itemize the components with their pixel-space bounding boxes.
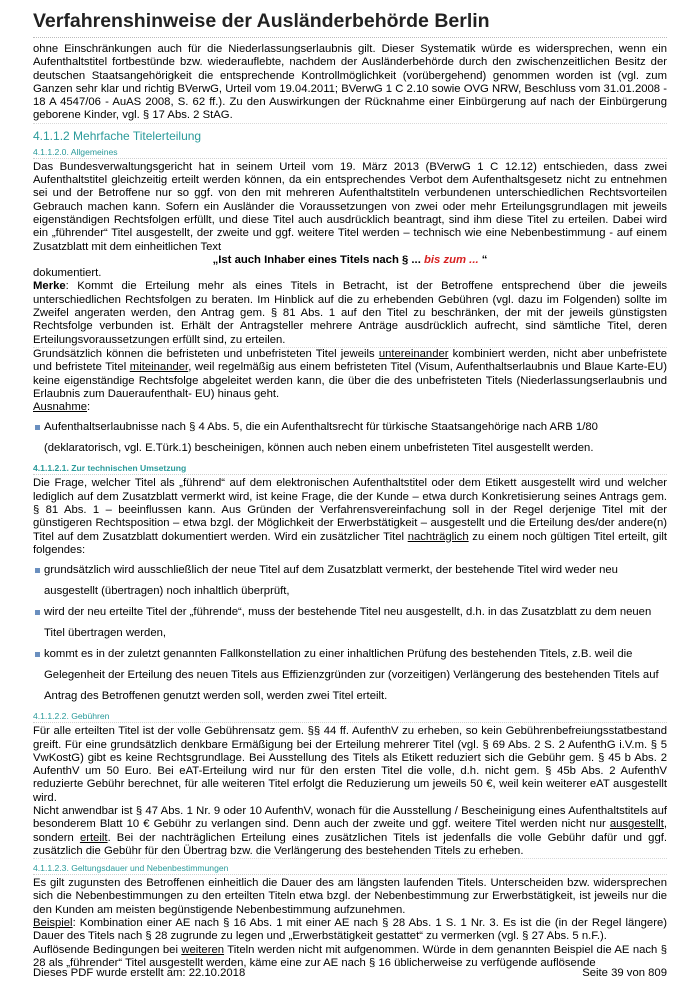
quote-text: „Ist auch Inhaber eines Titels nach § ... bis zum ... “ xyxy=(212,253,488,266)
footer-page-number: Seite 39 von 809 xyxy=(582,967,667,979)
document-title: Verfahrenshinweise der Ausländerbehörde Berlin xyxy=(33,10,667,38)
allgemeines-paragraph: Das Bundesverwaltungsgericht hat in seinem Urteil vom 19. März 2013 (BVerwG 1 C 12.12) entschieden, dass zwei Aufenthaltstitel gleichzeitig erteilt werden können, da ein entsprechendes Verbot dem Aufenthaltsgesetz nicht zu entnehmen sei und der Betroffene nur so ggf. von den mit mehreren Aufenthaltstiteln verbundenen unterschiedlichen Rechtsvorteilen Gebrauch machen kann. Sofern ein Ausländer die Voraussetzungen von zwei oder mehr Erteilungsgrundlagen mit jeweils eigenständigen Rechtsfolgen erfüllt, und diese Titel auch ausdrücklich beantragt, sind ihm diese Titel zu erteilen. Dabei wird ein „führender“ Titel ausgestellt, der zweite und ggf. weitere Titel werden – technisch wie eine Nebenbestimmung - auf einem Zusatzblatt mit dem einheitlichen Text xyxy=(33,160,667,253)
list-item: kommt es in der zuletzt genannten Fallkonstellation zu einer inhaltlichen Prüfung des bestehenden Titels, z.B. weil die Gelegenheit der Erteilung des neuen Titels aus Effizienzgründen zur (vorzeitigen) Verlängerung des bestehenden Titels auf Antrag des Betroffenen genutzt werden soll, werden zwei Titel erteilt. xyxy=(33,644,667,707)
grundsaetzlich-paragraph: Grundsätzlich können die befristeten und unbefristeten Titel jeweils untereinander kombiniert werden, nicht aber unbefristete und befristete Titel miteinander, weil regelmäßig aus einem befristeten Titel (Visum, Aufenthaltserlaubnis und Blaue Karte-EU) keine eigenständige Rechtsfolge abgeleitet werden kann, die über die des unbefristeten Titels (Niederlassungserlaubnis und Erlaubnis zum Daueraufenthalt- EU) hinaus geht. xyxy=(33,347,668,400)
bullet-icon xyxy=(35,652,40,657)
subsection-heading-geltung: 4.1.1.2.3. Geltungsdauer und Nebenbestimmungen xyxy=(33,863,667,875)
subsection-heading-technik: 4.1.1.2.1. Zur technischen Umsetzung xyxy=(33,463,667,475)
intro-paragraph: ohne Einschränkungen auch für die Niederlassungserlaubnis gilt. Dieser Systematik würde es widersprechen, wenn ein Aufenthaltstitel fortbestünde bzw. wiederauflebte, nachdem der Ausländerbehörde durch den zwischenzeitlichen Besitz der deutschen Staatsangehörigkeit die entsprechende Kontrollmöglichkeit (vorübergehend) genommen worden ist (vgl. zum Ganzen sehr klar und richtig BVerwG, Urteil vom 19.04.2011; BVerwG 1 C 2.10 sowie OVG NRW, Beschluss vom 31.01.2008 - 18 A 4547/06 - AuAS 2008, S. 62 ff.). Zu den Auswirkungen der Rücknahme einer Einbürgerung auf nach der Einbürgerung geborene Kinder, vgl. § 17 Abs. 2 StAG. xyxy=(33,43,667,124)
aufloesende-paragraph: Auflösende Bedingungen bei weiteren Titeln werden nicht mit aufgenommen. Würde in dem genannten Beispiel die AE nach § 28 als „führender“ Titel ausgestellt werden, käme eine zur AE nach § 16 üblicherweise zu verfügende auflösende xyxy=(33,943,667,969)
footer-created-date: Dieses PDF wurde erstellt am: 22.10.2018 xyxy=(33,967,246,979)
subsection-heading-allgemeines: 4.1.1.2.0. Allgemeines xyxy=(33,147,667,159)
list-item: grundsätzlich wird ausschließlich der neue Titel auf dem Zusatzblatt vermerkt, der bestehende Titel wird weder neu ausgestellt (übertragen) noch inhaltlich überprüft, xyxy=(33,560,667,602)
gebuehren-paragraph-1: Für alle erteilten Titel ist der volle Gebührensatz gem. §§ 44 ff. AufenthV zu erheben, so kein Gebührenbefreiungsstatbestand greift. Für eine grundsätzlich denkbare Ermäßigung bei der Erteilung mehrerer Titel (vgl. § 69 Abs. 2 S. 2 AufenthG i.V.m. § 5 VwKostG) gibt es keine Rechtsgrundlage. Bei Ausstellung des Titels als Etikett reduziert sich die Gebühr gem. § 45 b Abs. 2 AufenthV um 50 Euro. Bei eAT-Erteilung wird nur für den ersten Titel die volle, d.h. nicht gem. § 45b Abs. 2 AufenthV reduzierte Gebühr berechnet, für alle weiteren Titel erfolgt die Reduzierung um jeweils 50 €, weil kein weiterer eAT ausgestellt wird. xyxy=(33,725,667,804)
ausnahme-list xyxy=(33,417,667,459)
bullet-icon xyxy=(35,610,40,615)
beispiel-paragraph: Beispiel: Kombination einer AE nach § 16 Abs. 1 mit einer AE nach § 28 Abs. 1 S. 1 Nr. 3. Es ist die (in der Regel längere) Dauer des Titels nach § 28 zugrunde zu legen und „Erwerbstätigkeit gestattet“ zu vermerken (vgl. § 27 Abs. 5 n.F.). xyxy=(33,917,667,943)
subsection-heading-gebuehren: 4.1.1.2.2. Gebühren xyxy=(33,711,667,723)
technik-list xyxy=(33,560,667,707)
document-page xyxy=(33,10,667,970)
bullet-icon xyxy=(35,568,40,573)
dokumentiert-text: dokumentiert. xyxy=(33,267,102,280)
list-item: Aufenthaltserlaubnisse nach § 4 Abs. 5, die ein Aufenthaltsrecht für türkische Staatsangehörige nach ARB 1/80 (deklaratorisch, vgl. E.Türk.1) bescheinigen, können auch neben einem unbefristeten Titel ausgestellt werden. xyxy=(33,417,667,459)
geltung-paragraph-1: Es gilt zugunsten des Betroffenen einheitlich die Dauer des am längsten laufenden Titels. Unterscheiden bzw. widersprechen sich die Nebenbestimmungen zu den erteilten Titeln etwa bzgl. der Nebenbestimmung zur Erwerbstätigkeit, ist jeweils nur die den Kunden am meisten begünstigende Nebenbestimmung aufzunehmen. xyxy=(33,877,667,916)
gebuehren-paragraph-2: Nicht anwendbar ist § 47 Abs. 1 Nr. 9 oder 10 AufenthV, wonach für die Ausstellung / Bescheinigung eines Aufenthaltstitels auf besonderem Blatt 10 € Gebühr zu verlangen sind. Denn auch der zweite und ggf. weitere Titel werden nicht nur ausgestellt, sondern erteilt. Bei der nachträglichen Erteilung eines zusätzlichen Titels ist jedenfalls die volle Gebühr dafür und ggf. zusätzlich die Gebühr für den Übertrag bzw. die Verlängerung des bestehenden Titels zu erheben. xyxy=(33,805,667,859)
bullet-icon xyxy=(35,425,40,430)
merke-paragraph: Merke: Kommt die Erteilung mehr als eines Titels in Betracht, ist der Betroffene entsprechend über die jeweils unterschiedlichen Rechtsfolgen zu beraten. Im Hinblick auf die zu erhebenden Gebühren (vgl. dazu im Folgenden) sollte im Zweifel angeraten werden, den Antrag gem. § 81 Abs. 1 auf den Titel zu beschränken, der mit der jeweils günstigsten Rechtsfolge verbunden ist. Erhält der Antragsteller mehrere Anträge ausdrücklich aufrecht, sind sämtliche Titel, deren Erteilungsvoraussetzungen erfüllt sind, zu erteilen. xyxy=(33,280,667,347)
section-heading: 4.1.1.2 Mehrfache Titelerteilung xyxy=(33,128,202,143)
ausnahme-label: Ausnahme: xyxy=(33,401,91,414)
technik-paragraph: Die Frage, welcher Titel als „führend“ auf dem elektronischen Aufenthaltstitel oder dem Etikett ausgestellt wird und welcher lediglich auf dem Zusatzblatt vermerkt wird, ist keine Frage, die der Kunde – etwa durch Konkretisierung seines Antrags gem. § 81 Abs. 1 – beeinflussen kann. Aus Gründen der Verfahrensvereinfachung soll in der Regel derjenige Titel mit der günstigeren Rechtsposition – etwa bzgl. der Möglichkeit der Erwerbstätigkeit – ausgestellt und die Erteilung des/der andere(n) Titel auf dem Zusatzblatt dokumentiert werden. Wird ein zusätzlicher Titel nachträglich zu einem noch gültigen Titel erteilt, gilt folgendes: xyxy=(33,477,667,556)
list-item: wird der neu erteilte Titel der „führende“, muss der bestehende Titel neu ausgestellt, d.h. in das Zusatzblatt zu dem neuen Titel übertragen werden, xyxy=(33,602,667,644)
